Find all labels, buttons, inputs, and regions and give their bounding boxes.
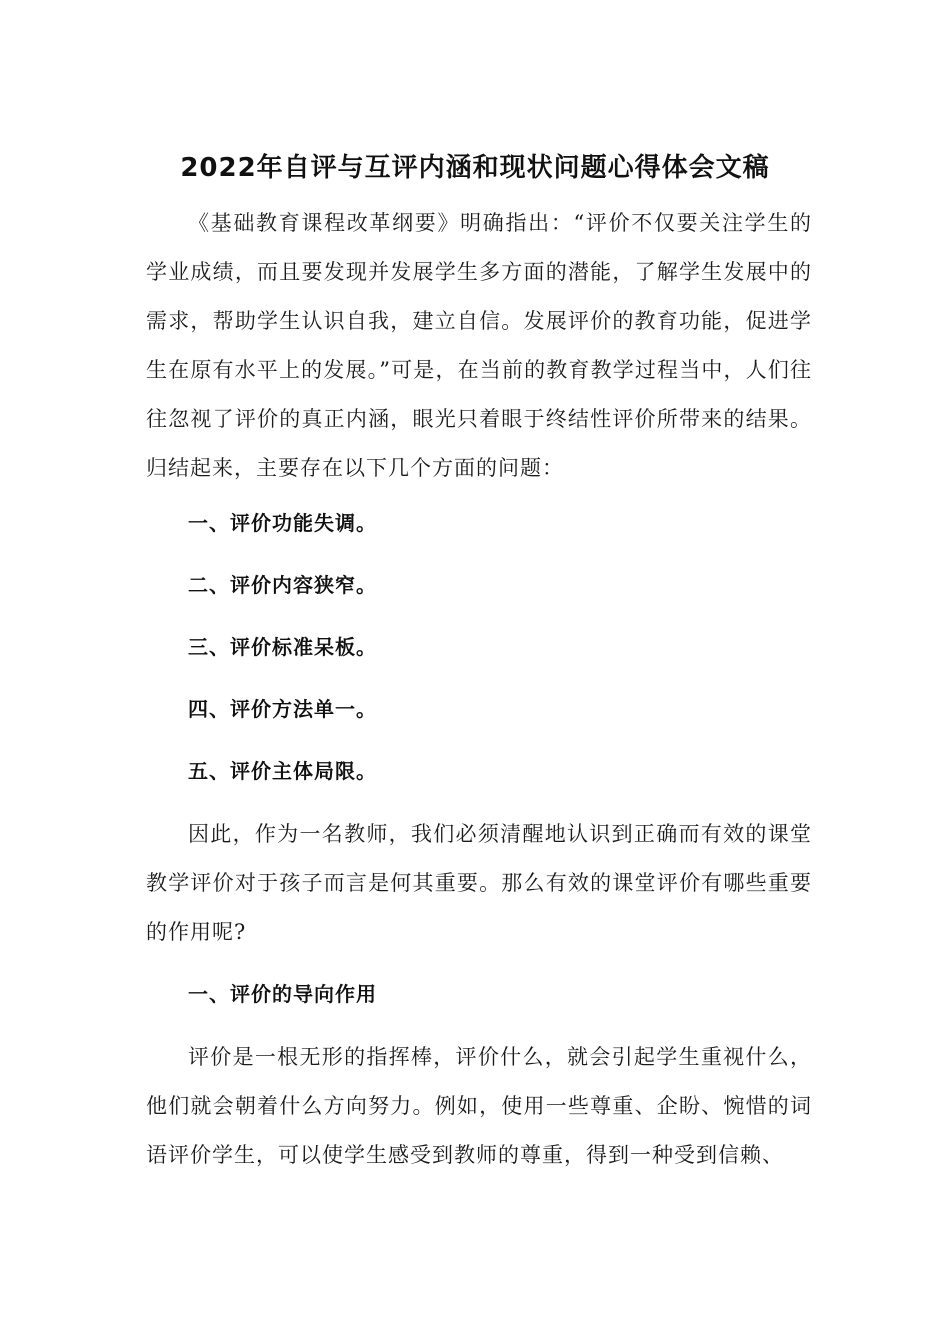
- problem-item-1: 一、评价功能失调。: [188, 511, 377, 535]
- section-heading: 一、评价的导向作用: [188, 982, 377, 1006]
- problem-item-3: 三、评价标准呆板。: [188, 635, 377, 659]
- problem-item-4: 四、评价方法单一。: [188, 697, 377, 721]
- section-paragraph: 评价是一根无形的指挥棒，评价什么，就会引起学生重视什么，他们就会朝着什么方向努力。例如，使用一些尊重、企盼、惋惜的词语评价学生，可以使学生感受到教师的尊重，得到一种受到信赖、: [146, 1045, 812, 1167]
- document-title: 2022年自评与互评内涵和现状问题心得体会文稿: [180, 153, 770, 184]
- problem-item-5: 五、评价主体局限。: [188, 759, 377, 783]
- transition-paragraph: 因此，作为一名教师，我们必须清醒地认识到正确而有效的课堂教学评价对于孩子而言是何其重要。那么有效的课堂评价有哪些重要的作用呢?: [146, 822, 812, 944]
- intro-paragraph: 《基础教育课程改革纲要》明确指出：“评价不仅要关注学生的学业成绩，而且要发现并发展学生多方面的潜能，了解学生发展中的需求，帮助学生认识自我，建立自信。发展评价的教育功能，促进学生在原有水平上的发展。”可是，在当前的教育教学过程当中，人们往往忽视了评价的真正内涵，眼光只着眼于终结性评价所带来的结果。归结起来，主要存在以下几个方面的问题：: [146, 211, 812, 480]
- problem-item-2: 二、评价内容狭窄。: [188, 573, 377, 597]
